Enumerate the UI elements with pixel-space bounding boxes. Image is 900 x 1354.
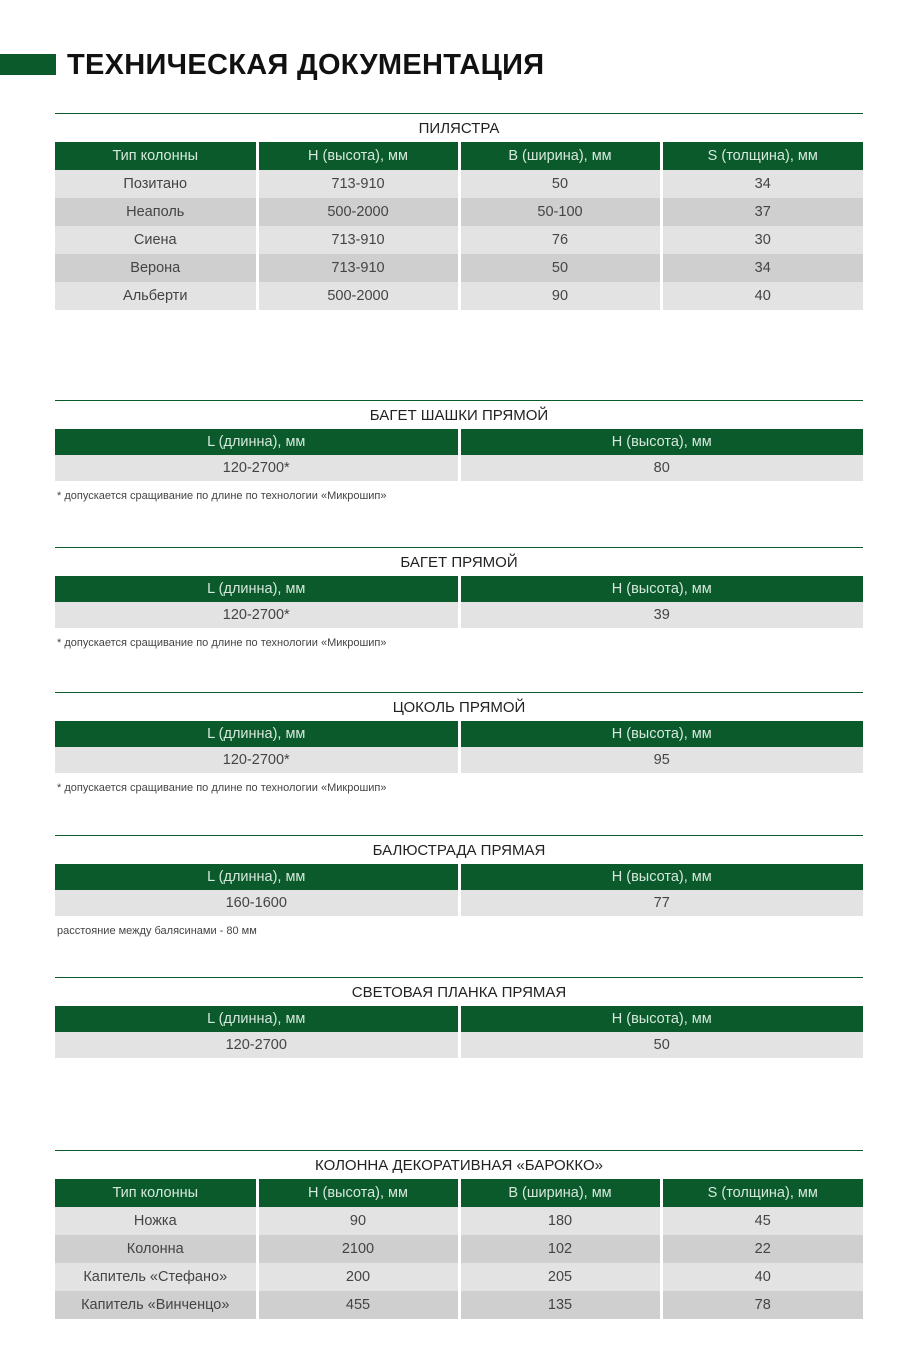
table-cell: 455 [257,1291,459,1319]
pilastra-table [55,142,863,310]
table-row [55,170,863,198]
table-header-row [55,721,863,747]
table-cell: Капитель «Винченцо» [55,1291,257,1319]
table-cell: 34 [661,254,863,282]
table-row [55,282,863,310]
table-cell: Неаполь [55,198,257,226]
table-header-row [55,576,863,602]
table-row [55,226,863,254]
section-barokko [55,1150,863,1319]
table-cell: 120-2700* [55,602,459,628]
table-cell: 34 [661,170,863,198]
column-header: L (длинна), мм [55,576,459,602]
baget-shashki-table [55,429,863,481]
table-row [55,1235,863,1263]
table-cell: 37 [661,198,863,226]
section-pilastra [55,113,863,310]
table-row [55,1207,863,1235]
section-title: СВЕТОВАЯ ПЛАНКА ПРЯМАЯ [351,984,567,1001]
table-row [55,198,863,226]
column-header: H (высота), мм [459,576,863,602]
column-header: H (высота), мм [459,721,863,747]
baget-pryamoy-table [55,576,863,628]
table-header-row [55,1179,863,1207]
section-rule [55,547,863,548]
table-row [55,1291,863,1319]
section-title: КОЛОННА ДЕКОРАТИВНАЯ «БАРОККО» [315,1157,603,1174]
table-cell: 200 [257,1263,459,1291]
table-cell: 135 [459,1291,661,1319]
footnote: расстояние между балясинами - 80 мм [57,925,257,937]
table-cell: 39 [459,602,863,628]
table-cell: 205 [459,1263,661,1291]
table-cell: 50 [459,170,661,198]
section-rule [55,400,863,401]
section-title: ЦОКОЛЬ ПРЯМОЙ [392,699,526,716]
column-header: S (толщина), мм [661,1179,863,1207]
table-cell: 90 [257,1207,459,1235]
table-cell: 2100 [257,1235,459,1263]
section-title: БАЛЮСТРАДА ПРЯМАЯ [372,842,546,859]
table-cell: 713-910 [257,170,459,198]
table-cell: 40 [661,1263,863,1291]
column-header: H (высота), мм [459,1006,863,1032]
section-balyustrada [55,835,863,937]
table-row [55,1032,863,1058]
table-cell: 50 [459,1032,863,1058]
table-cell: 95 [459,747,863,773]
table-cell: Сиена [55,226,257,254]
table-header-row [55,429,863,455]
table-cell: 90 [459,282,661,310]
table-cell: 500-2000 [257,282,459,310]
table-cell: Альберти [55,282,257,310]
section-baget-shashki [55,400,863,502]
table-cell: 50 [459,254,661,282]
column-header: Тип колонны [55,1179,257,1207]
table-header-row [55,864,863,890]
table-row [55,602,863,628]
section-tsokol [55,692,863,794]
section-rule [55,835,863,836]
page-title: ТЕХНИЧЕСКАЯ ДОКУМЕНТАЦИЯ [67,49,545,81]
tsokol-table [55,721,863,773]
table-cell: 500-2000 [257,198,459,226]
table-cell: 80 [459,455,863,481]
column-header: H (высота), мм [257,142,459,170]
table-cell: 30 [661,226,863,254]
table-cell: 713-910 [257,254,459,282]
column-header: L (длинна), мм [55,721,459,747]
section-rule [55,113,863,114]
column-header: B (ширина), мм [459,1179,661,1207]
column-header: H (высота), мм [459,429,863,455]
table-row [55,1263,863,1291]
table-cell: 76 [459,226,661,254]
table-cell: 78 [661,1291,863,1319]
table-row [55,747,863,773]
balyustrada-table [55,864,863,916]
table-cell: 45 [661,1207,863,1235]
table-cell: 102 [459,1235,661,1263]
section-title: ПИЛЯСТРА [418,120,500,137]
section-rule [55,977,863,978]
section-title: БАГЕТ ПРЯМОЙ [400,554,518,571]
barokko-table [55,1179,863,1319]
footnote: * допускается сращивание по длине по технологии «Микрошип» [57,782,387,794]
column-header: H (высота), мм [459,864,863,890]
column-header: H (высота), мм [257,1179,459,1207]
column-header: L (длинна), мм [55,429,459,455]
column-header: L (длинна), мм [55,1006,459,1032]
table-cell: 180 [459,1207,661,1235]
table-cell: Капитель «Стефано» [55,1263,257,1291]
table-header-row [55,1006,863,1032]
footnote: * допускается сращивание по длине по технологии «Микрошип» [57,637,387,649]
table-cell: Колонна [55,1235,257,1263]
column-header: Тип колонны [55,142,257,170]
table-cell: 120-2700* [55,747,459,773]
section-rule [55,692,863,693]
section-baget-pryamoy [55,547,863,649]
table-cell: 120-2700* [55,455,459,481]
table-cell: Верона [55,254,257,282]
table-cell: 22 [661,1235,863,1263]
planka-table [55,1006,863,1058]
section-title: БАГЕТ ШАШКИ ПРЯМОЙ [369,407,549,424]
section-planka [55,977,863,1058]
title-accent-bar [0,54,56,75]
table-cell: 50-100 [459,198,661,226]
table-cell: 40 [661,282,863,310]
table-cell: 120-2700 [55,1032,459,1058]
table-cell: 160-1600 [55,890,459,916]
table-row [55,455,863,481]
table-row [55,254,863,282]
table-row [55,890,863,916]
table-cell: 713-910 [257,226,459,254]
table-cell: Позитано [55,170,257,198]
table-cell: 77 [459,890,863,916]
column-header: B (ширина), мм [459,142,661,170]
table-cell: Ножка [55,1207,257,1235]
table-header-row [55,142,863,170]
column-header: L (длинна), мм [55,864,459,890]
section-rule [55,1150,863,1151]
column-header: S (толщина), мм [661,142,863,170]
footnote: * допускается сращивание по длине по технологии «Микрошип» [57,490,387,502]
